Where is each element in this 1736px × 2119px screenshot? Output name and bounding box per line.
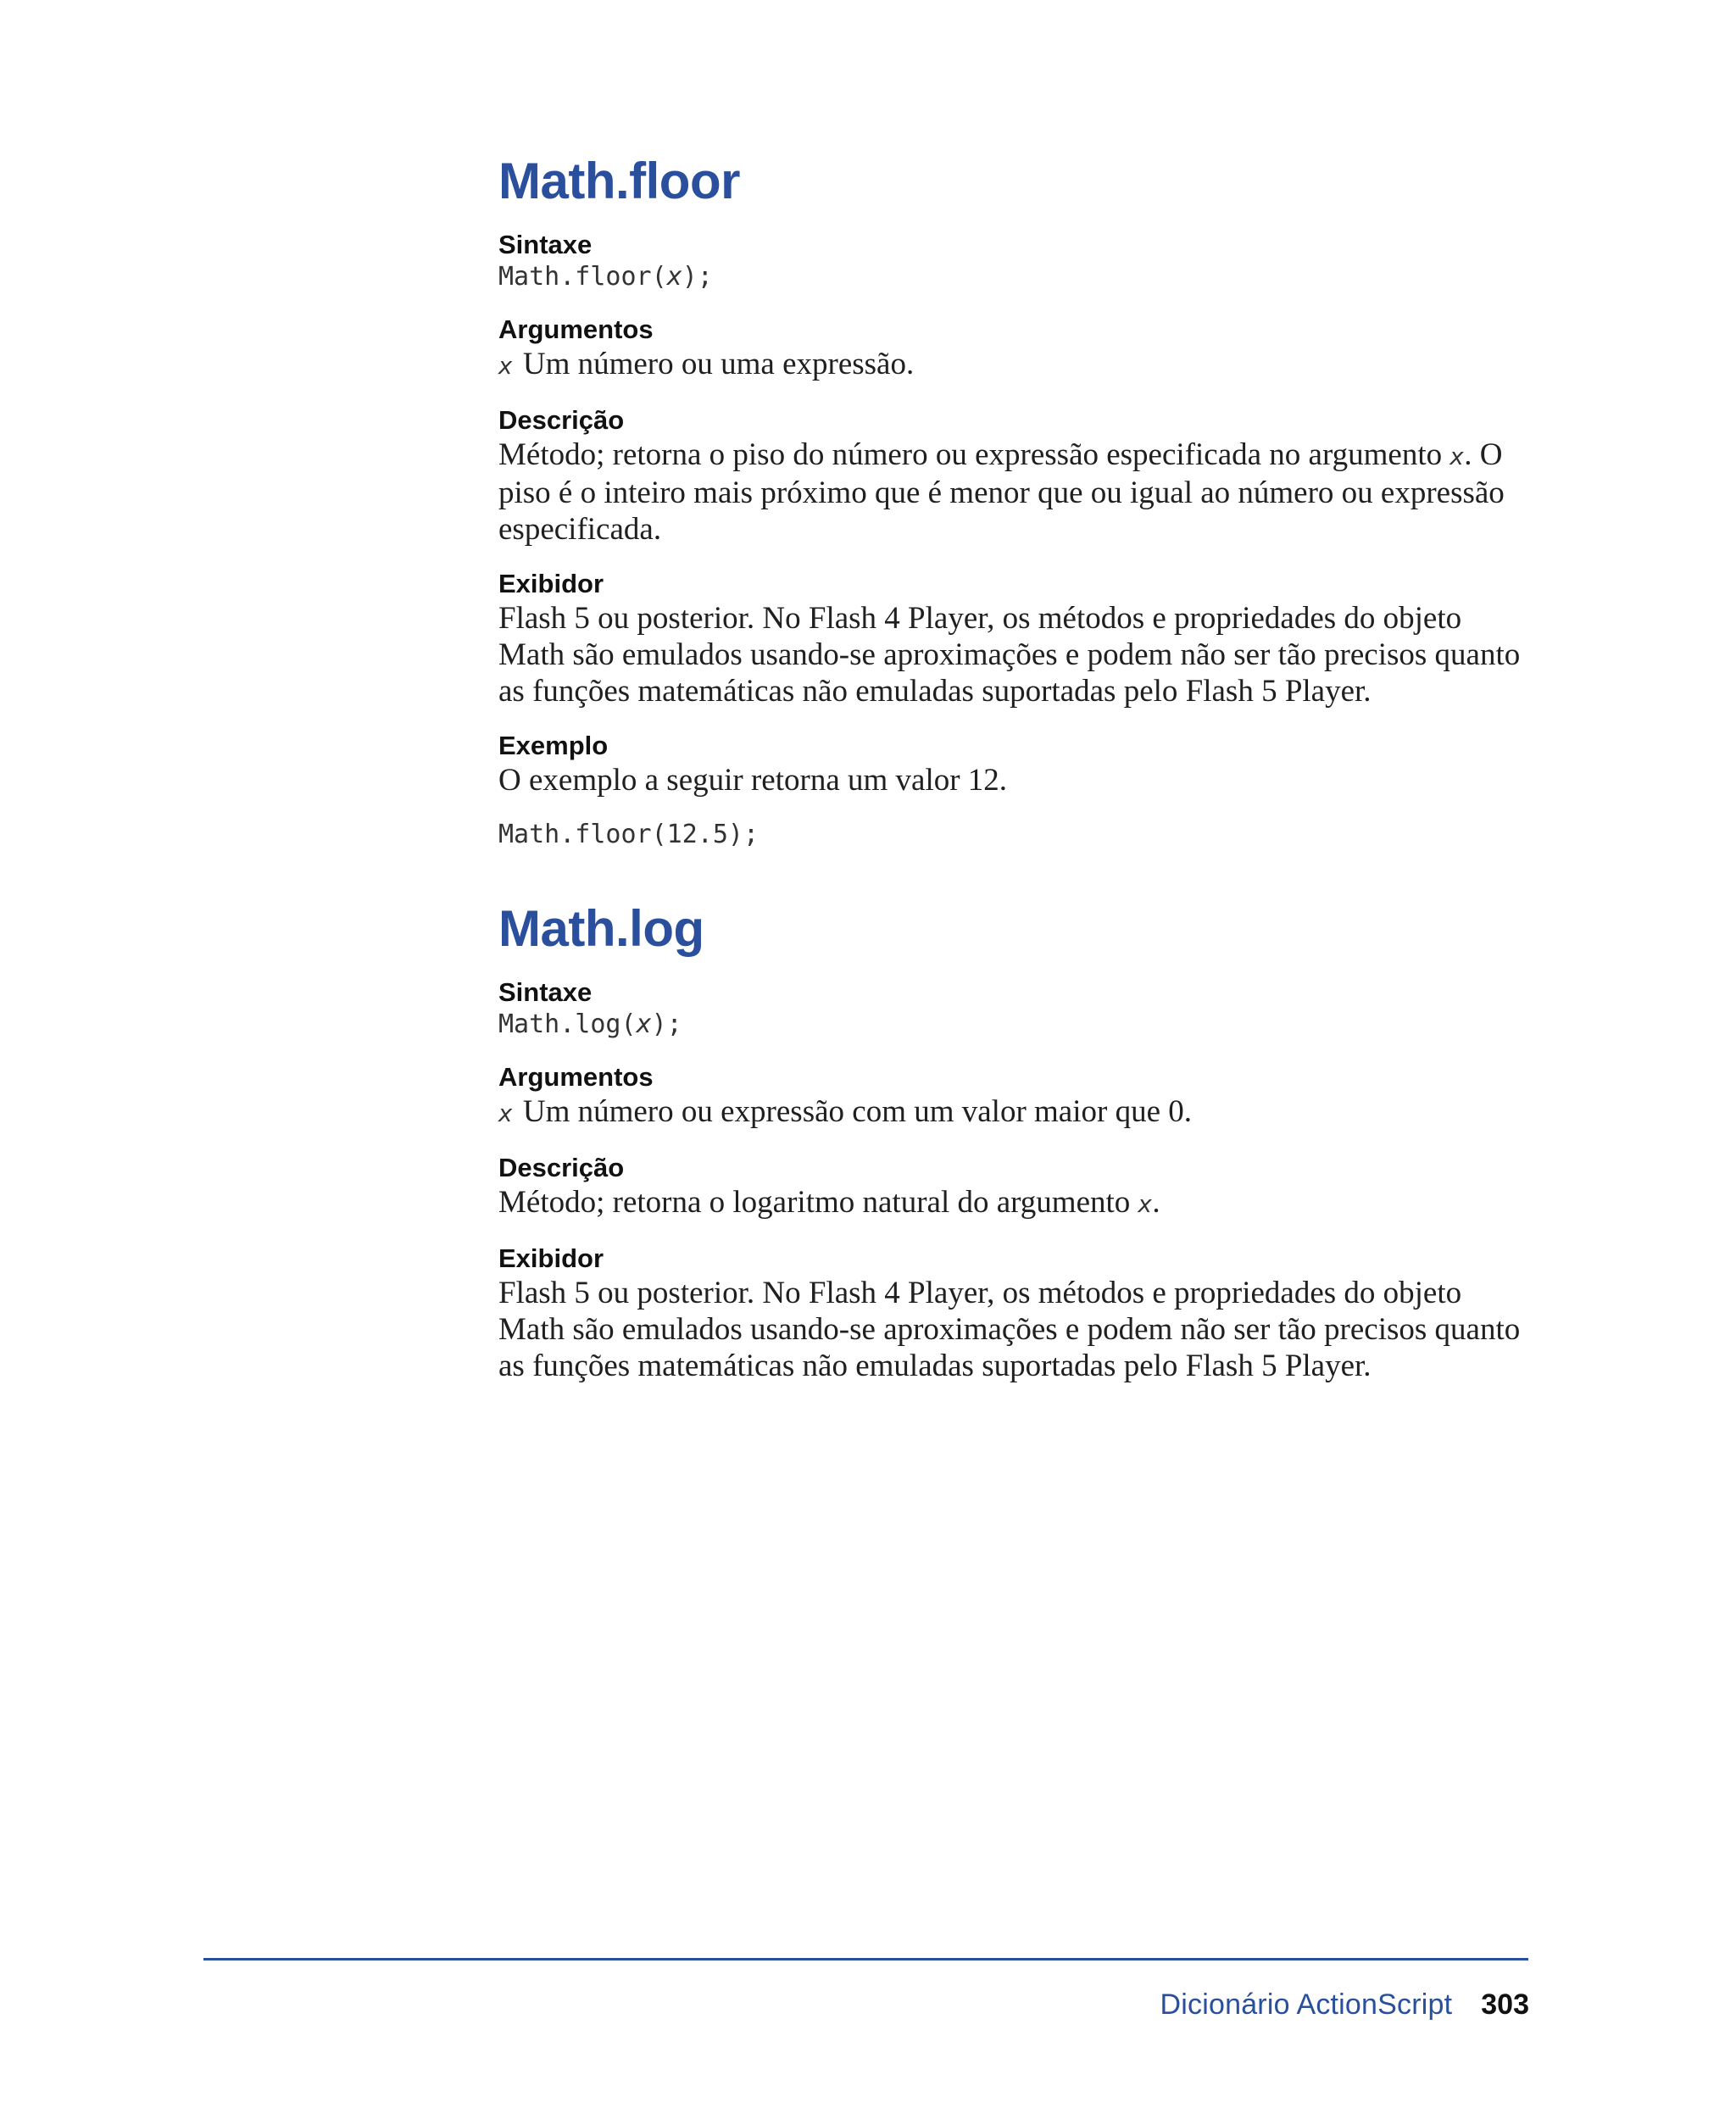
footer-title: Dicionário ActionScript: [1160, 1988, 1453, 2021]
description-arg: x: [1138, 1190, 1153, 1218]
description-before: Método; retorna o piso do número ou expressão especificada no argumento: [498, 437, 1450, 472]
entry-math-floor: [498, 151, 1533, 851]
description-before: Método; retorna o logaritmo natural do argumento: [498, 1185, 1138, 1220]
description-text: [498, 437, 1533, 548]
syntax-label: Sintaxe: [498, 977, 593, 1007]
player-text: Flash 5 ou posterior. No Flash 4 Player, os métodos e propriedades do objeto Math são emulados usando-se aproximações e podem não ser tão precisos quanto as funções matemáticas não emuladas suportadas pelo Flash 5 Player.: [498, 1276, 1521, 1383]
arguments-label: Argumentos: [498, 1062, 654, 1092]
argument-description: [498, 1093, 1533, 1132]
argument-text: Um número ou uma expressão.: [522, 347, 915, 381]
description-after: .: [1152, 1185, 1160, 1220]
entry-title: Math.log: [498, 900, 704, 957]
syntax-label: Sintaxe: [498, 230, 593, 259]
syntax-prefix: Math.log(: [498, 1009, 637, 1039]
description-after: . O piso é o inteiro mais próximo que é menor que ou igual ao número ou expressão especificada.: [498, 437, 1505, 547]
syntax-arg: x: [636, 1009, 652, 1039]
syntax-suffix: );: [651, 1009, 682, 1039]
player-text: Flash 5 ou posterior. No Flash 4 Player, os métodos e propriedades do objeto Math são emulados usando-se aproximações e podem não ser tão precisos quanto as funções matemáticas não emuladas suportadas pelo Flash 5 Player.: [498, 601, 1521, 709]
page-footer: [1160, 1988, 1529, 2022]
example-label: Exemplo: [498, 731, 609, 760]
example-code: Math.floor(12.5);: [498, 820, 760, 849]
syntax-suffix: );: [682, 262, 713, 292]
page-number: 303: [1481, 1988, 1529, 2021]
player-label: Exibidor: [498, 1243, 604, 1273]
argument-description: [498, 346, 1533, 384]
description-arg: x: [1449, 442, 1465, 470]
syntax-arg: x: [666, 262, 682, 292]
page-content: [498, 151, 1533, 1432]
player-label: Exibidor: [498, 569, 604, 598]
entry-title: Math.floor: [498, 153, 740, 209]
syntax-code: [498, 261, 1533, 293]
argument-name: x: [498, 1099, 513, 1127]
syntax-prefix: Math.floor(: [498, 262, 667, 292]
description-label: Descrição: [498, 405, 625, 435]
description-text: [498, 1184, 1533, 1222]
argument-name: x: [498, 352, 513, 380]
entry-math-log: [498, 898, 1533, 1384]
example-text: O exemplo a seguir retorna um valor 12.: [498, 763, 1008, 798]
arguments-label: Argumentos: [498, 314, 654, 344]
syntax-code: [498, 1009, 1533, 1041]
description-label: Descrição: [498, 1153, 625, 1182]
argument-text: Um número ou expressão com um valor maior que 0.: [522, 1094, 1192, 1129]
footer-divider: [203, 1958, 1528, 1960]
